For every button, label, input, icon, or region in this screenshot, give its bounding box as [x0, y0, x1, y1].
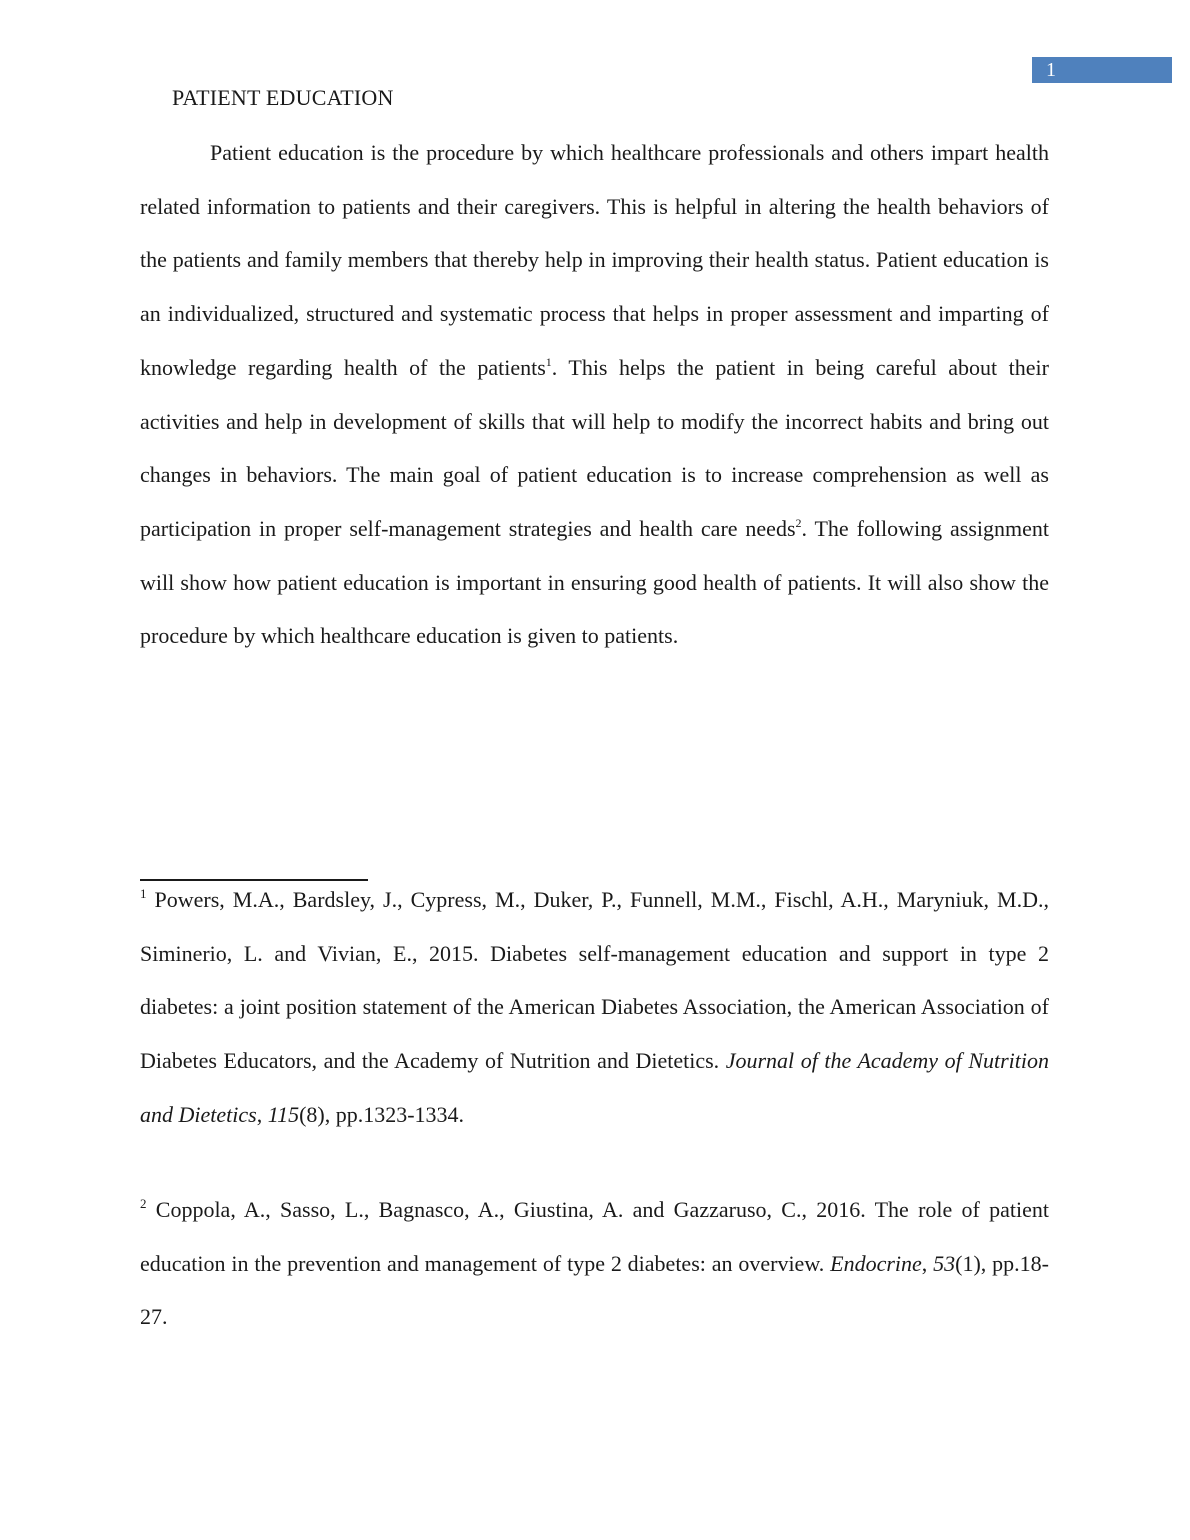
footnote-volume: 53 [933, 1250, 956, 1276]
body-paragraph [140, 126, 1049, 663]
footnote-volume: 115 [267, 1101, 300, 1127]
footnote-journal: Journal of the Academy of Nutrition and Dietetics [140, 1048, 1050, 1127]
footnote-text: Powers, M.A., Bardsley, J., Cypress, M., Duker, P., Funnell, M.M., Fischl, A.H., Maryniuk, M.D., Siminerio, L. and Vivian, E., 2015. Diabetes self-management education and support in type 2 diabetes: a joint position statement of the American Diabetes Association, the American Association of Diabetes Educators, and the Academy of Nutrition and Dietetics. [140, 887, 1049, 1074]
footnote-marker: 2 [140, 1196, 147, 1211]
footnote-ref-2[interactable]: 2 [795, 515, 802, 530]
page-number: 1 [1032, 57, 1172, 83]
running-head: PATIENT EDUCATION [172, 85, 394, 110]
footnote-separator-text: , [921, 1250, 934, 1276]
footnote-separator-text: , [256, 1101, 268, 1127]
footnote-pages: (1), pp.18-27. [140, 1250, 1049, 1330]
body-text-part-1: Patient education is the procedure by which healthcare professionals and others impart health related information to patients and their caregivers. This is helpful in altering the health behaviors of the patients and family members that thereby help in improving their health status. Patient education is an individualized, structured and systematic process that helps in proper assessment and imparting of knowledge regarding health of the patients [140, 140, 1049, 380]
body-text-part-3: . The following assignment will show how patient education is important in ensuring good health of patients. It will also show the procedure by which healthcare education is given to patients. [140, 515, 1049, 649]
footnote-ref-1[interactable]: 1 [545, 354, 552, 369]
footnote-1 [140, 873, 1049, 1142]
footnote-journal: Endocrine [830, 1250, 922, 1276]
body-text-part-2: . This helps the patient in being careful about their activities and help in development of skills that will help to modify the incorrect habits and bring out changes in behaviors. The main goal of patient education is to increase comprehension as well as participation in proper self-management strategies and health care needs [140, 354, 1049, 541]
footnote-2 [140, 1183, 1049, 1344]
footnote-marker: 1 [140, 886, 147, 901]
footnote-text: Coppola, A., Sasso, L., Bagnasco, A., Giustina, A. and Gazzaruso, C., 2016. The role of patient education in the prevention and management of type 2 diabetes: an overview. [140, 1197, 1049, 1276]
footnote-pages: (8), pp.1323-1334. [299, 1101, 465, 1127]
